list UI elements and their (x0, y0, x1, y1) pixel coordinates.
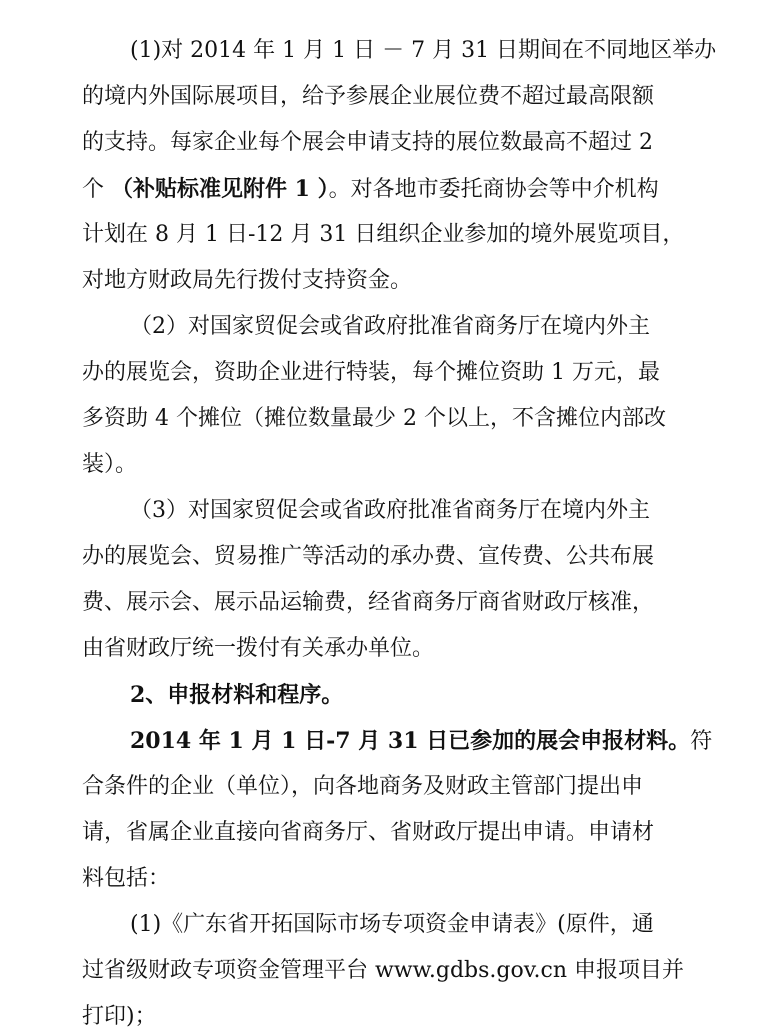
item1-line-3: 打印)； (82, 1004, 157, 1029)
materials-heading: 2014 年 1 月 1 日-7 月 31 日已参加的展会申报材料。 (130, 728, 691, 754)
para3-line-1: （3）对国家贸促会或省政府批准省商务厅在境内外主 (130, 498, 650, 523)
para3-line-3: 费、展示会、展示品运输费，经省商务厅商省财政厅核准， (82, 590, 655, 615)
attachment-note: （补贴标准见附件 1 ） (111, 176, 329, 202)
para1-line-4 (82, 174, 659, 204)
para2-line-2: 办的展览会，资助企业进行特装，每个摊位资助 1 万元，最 (82, 360, 660, 385)
para3-line-2: 办的展览会、贸易推广等活动的承办费、宣传费、公共布展 (82, 544, 655, 569)
para1-line-6: 对地方财政局先行拨付支持资金。 (82, 268, 413, 293)
item1-line-1: (1)《广东省开拓国际市场专项资金申请表》(原件，通 (130, 912, 654, 937)
para4-line-4: 料包括： (82, 866, 171, 891)
section-heading: 2、申报材料和程序。 (130, 682, 344, 708)
para2-line-3: 多资助 4 个摊位（摊位数量最少 2 个以上，不含摊位内部改 (82, 406, 666, 431)
para4-line-1-rest: 符 (690, 729, 713, 754)
para1-line-4-suffix: 。对各地市委托商协会等中介机构 (328, 177, 659, 202)
para1-line-5: 计划在 8 月 1 日-12 月 31 日组织企业参加的境外展览项目， (82, 222, 685, 247)
para1-line-4-prefix: 个 (82, 177, 111, 202)
item1-line-2: 过省级财政专项资金管理平台 www.gdbs.gov.cn 申报项目并 (82, 958, 685, 983)
para1-line-3: 的支持。每家企业每个展会申请支持的展位数最高不超过 2 (82, 130, 653, 155)
para3-line-4: 由省财政厅统一拨付有关承办单位。 (82, 636, 435, 661)
para1-line-2: 的境内外国际展项目，给予参展企业展位费不超过最高限额 (82, 84, 655, 109)
para2-line-4: 装）。 (82, 452, 138, 477)
para4-line-2: 合条件的企业（单位），向各地商务及财政主管部门提出申 (82, 774, 644, 799)
para4-line-1 (130, 726, 712, 756)
para4-line-3: 请，省属企业直接向省商务厅、省财政厅提出申请。申请材 (82, 820, 655, 845)
para1-line-1: (1)对 2014 年 1 月 1 日 － 7 月 31 日期间在不同地区举办 (130, 38, 717, 63)
para2-line-1: （2）对国家贸促会或省政府批准省商务厅在境内外主 (130, 314, 650, 339)
